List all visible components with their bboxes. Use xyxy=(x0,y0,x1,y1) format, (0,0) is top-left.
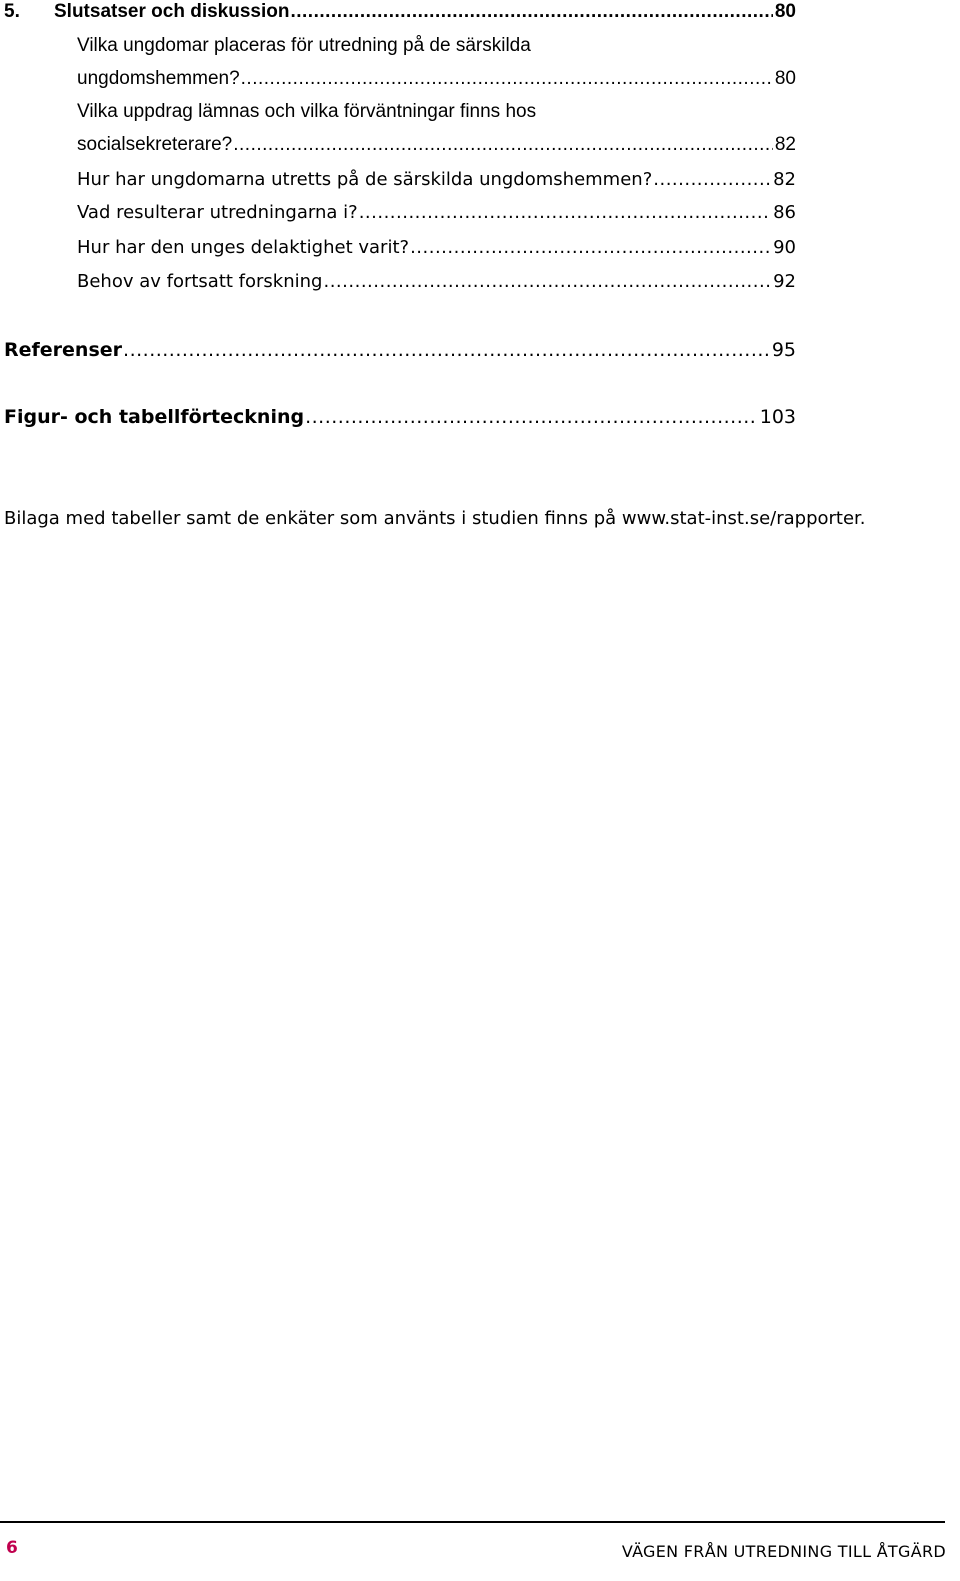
toc-entry-2-line1[interactable]: Vilka uppdrag lämnas och vilka förväntningar finns hos xyxy=(77,101,537,122)
toc-entry-1-line1[interactable]: Vilka ungdomar placeras för utredning på de särskilda xyxy=(77,35,531,56)
toc-page-number: 80 xyxy=(774,68,796,89)
footer-running-title: VÄGEN FRÅN UTREDNING TILL ÅTGÄRD xyxy=(621,1542,946,1561)
toc-entry-title: Hur har den unges delaktighet varit? xyxy=(77,237,410,258)
toc-entry-title: Hur har ungdomarna utretts på de särskilda ungdomshemmen? xyxy=(77,169,653,190)
toc-entry-title: Behov av fortsatt forskning xyxy=(77,271,323,292)
footer-page-number: 6 xyxy=(6,1538,18,1558)
dot-leader xyxy=(323,270,771,294)
chapter-number: 5. xyxy=(4,1,20,22)
toc-page-number: 86 xyxy=(773,202,796,223)
toc-page-number: 82 xyxy=(773,169,796,190)
toc-page-number: 90 xyxy=(773,237,796,258)
dot-leader xyxy=(123,338,770,362)
toc-entry-title: Vad resulterar utredningarna i? xyxy=(77,202,358,223)
toc-references-title: Referenser xyxy=(4,339,123,361)
toc-chapter-title: Slutsatser och diskussion xyxy=(54,1,290,22)
toc-chapter-5[interactable] xyxy=(54,0,796,24)
toc-references[interactable] xyxy=(4,338,796,362)
dot-leader xyxy=(359,201,771,225)
dot-leader xyxy=(410,236,771,260)
toc-entry-3[interactable] xyxy=(77,168,796,192)
toc-page-number: 95 xyxy=(771,339,796,361)
dot-leader xyxy=(241,67,773,91)
toc-entry-title: ungdomshemmen? xyxy=(77,68,240,89)
appendix-note: Bilaga med tabeller samt de enkäter som använts i studien finns på www.stat-inst.se/rapporter. xyxy=(4,508,866,529)
toc-page-number: 92 xyxy=(773,271,796,292)
dot-leader xyxy=(653,168,771,192)
toc-page-number: 80 xyxy=(774,1,796,22)
toc-page-number: 82 xyxy=(774,134,796,155)
toc-figures[interactable] xyxy=(4,405,796,429)
dot-leader xyxy=(233,133,773,157)
footer-rule xyxy=(0,1521,945,1523)
toc-entry-1[interactable] xyxy=(77,67,796,91)
toc-entry-2[interactable] xyxy=(77,133,796,157)
dot-leader xyxy=(305,405,758,429)
dot-leader xyxy=(290,0,772,24)
toc-figures-title: Figur- och tabellförteckning xyxy=(4,406,305,428)
toc-entry-6[interactable] xyxy=(77,270,796,294)
toc-entry-4[interactable] xyxy=(77,201,796,225)
toc-entry-title: socialsekreterare? xyxy=(77,134,233,155)
toc-entry-5[interactable] xyxy=(77,236,796,260)
toc-page-number: 103 xyxy=(759,406,796,428)
